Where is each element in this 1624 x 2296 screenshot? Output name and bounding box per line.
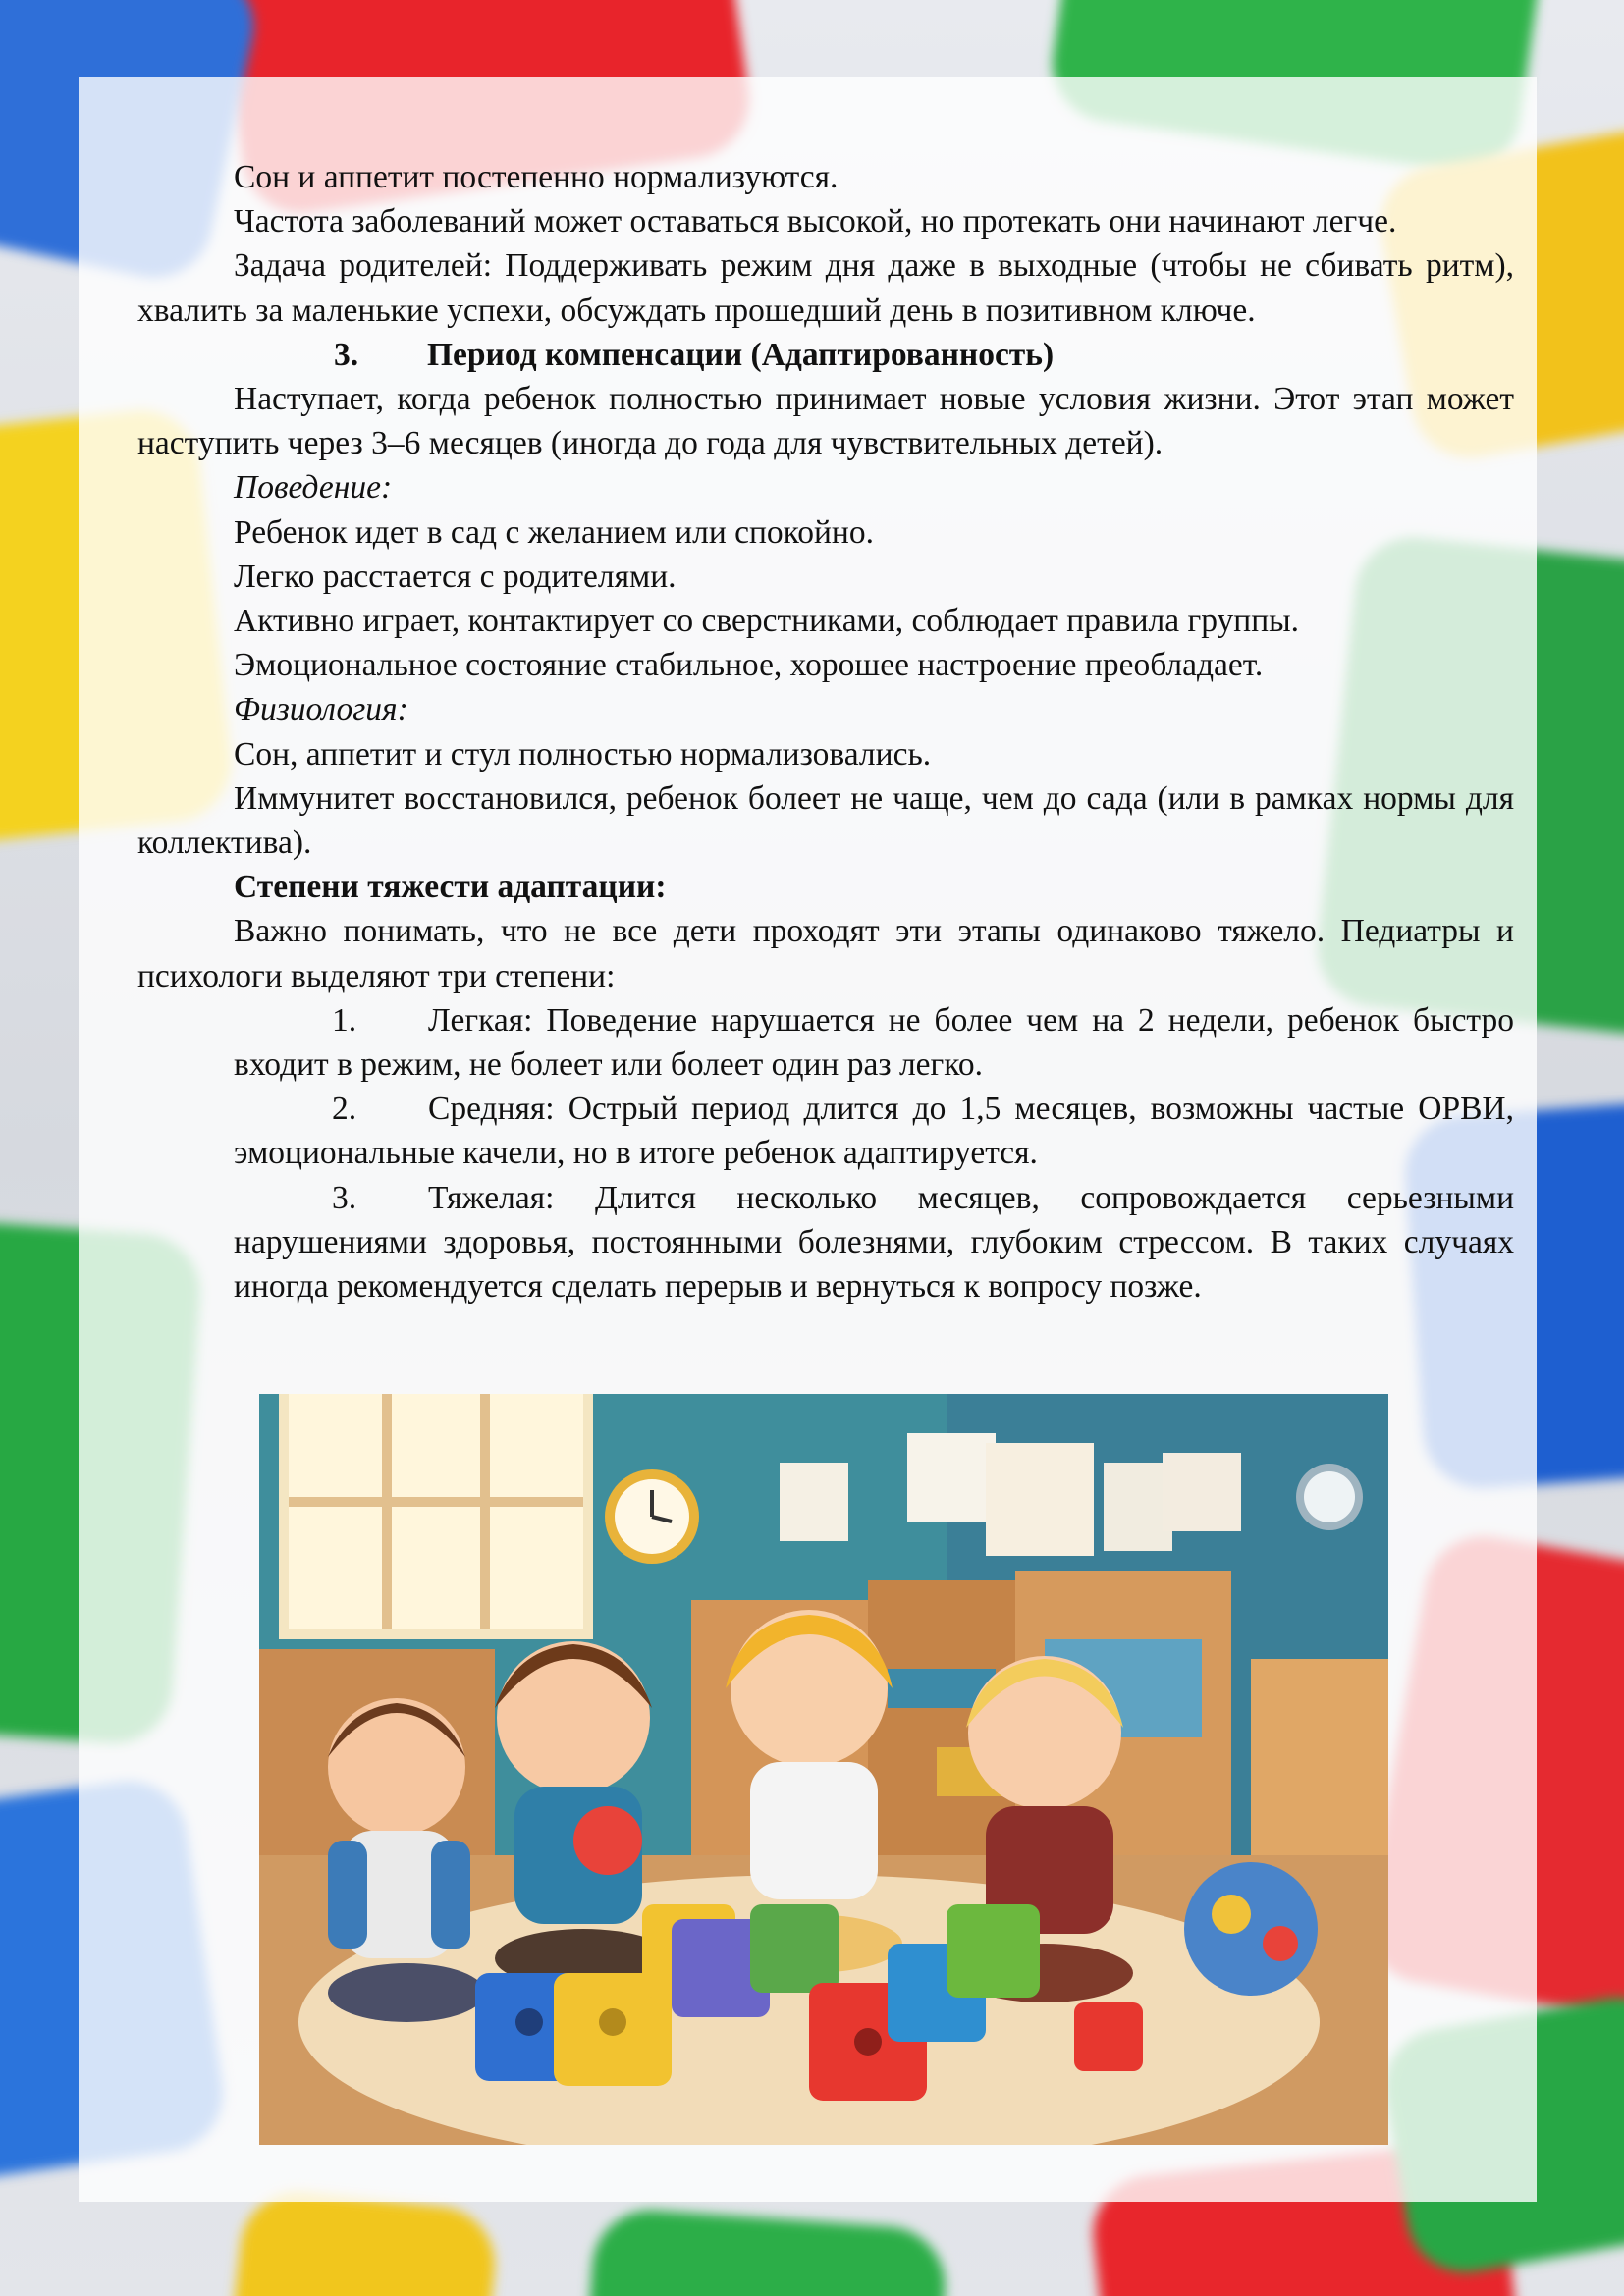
subheading-physiology: Физиология: [234,691,408,728]
list-number: 3. [332,1179,357,1216]
document-text [137,155,1514,1308]
paragraph: Наступает, когда ребенок полностью принимает новые условия жизни. Этот этап может наступить через 3–6 месяцев (иногда до года для чувствительных детей). [137,381,1514,462]
list-text-cont: быстро входит в режим, не болеет или болеет один раз легко. [234,1001,1514,1084]
paragraph: Активно играет, контактирует со сверстниками, соблюдает правила группы. [234,603,1300,640]
yellow-block [226,2186,500,2296]
paragraph: Частота заболеваний может оставаться высокой, но протекать они начинают легче. [234,203,1397,240]
section-number: 3. [334,336,359,373]
list-number: 2. [332,1091,357,1128]
green-block [582,2207,948,2296]
list-text: Тяжелая: Длится несколько месяцев, сопровождается серьезными [428,1179,1514,1216]
list-number: 1. [332,1001,357,1039]
section-title: Период компенсации (Адаптированность) [427,336,1055,373]
paragraph: Иммунитет восстановился, ребенок болеет не чаще, чем до сада (или в рамках нормы для коллектива). [137,779,1514,862]
paragraph: Легко расстается с родителями. [234,558,677,595]
paragraph: Ребенок идет в сад с желанием или спокойно. [234,513,874,551]
list-item [234,1176,1514,1309]
paragraph: Сон, аппетит и стул полностью нормализовались. [234,735,932,773]
list-text: Легкая: Поведение нарушается не более чем на 2 недели, ребенок [428,1001,1400,1039]
degree-list [234,998,1514,1308]
list-text-cont: нарушениями здоровья, постоянными болезнями, глубоким стрессом. В таких случаях иногда рекомендуется сделать перерыв и вернуться к вопросу позже. [234,1223,1514,1306]
list-item [234,998,1514,1087]
paragraph: Сон и аппетит постепенно нормализуются. [234,159,839,195]
section-heading [137,333,1514,377]
paragraph: Важно понимать, что не все дети проходят эти этапы одинаково тяжело. Педиатры и психологи выделяют три степени: [137,913,1514,994]
subheading-severity: Степени тяжести адаптации: [234,869,667,906]
paragraph: Эмоциональное состояние стабильное, хорошее настроение преобладает. [234,647,1264,684]
subheading-behavior: Поведение: [234,469,393,507]
list-item [234,1087,1514,1175]
list-text-cont: ОРВИ, эмоциональные качели, но в итоге ребенок адаптируется. [234,1091,1515,1172]
kindergarten-illustration [259,1394,1388,2145]
paragraph: Задача родителей: Поддерживать режим дня даже в выходные (чтобы не сбивать ритм), хвалить за маленькие успехи, обсуждать прошедший день в позитивном ключе. [137,247,1514,329]
children-playing-image [259,1394,1388,2145]
list-text: Средняя: Острый период длится до 1,5 месяцев, возможны частые [428,1091,1405,1128]
